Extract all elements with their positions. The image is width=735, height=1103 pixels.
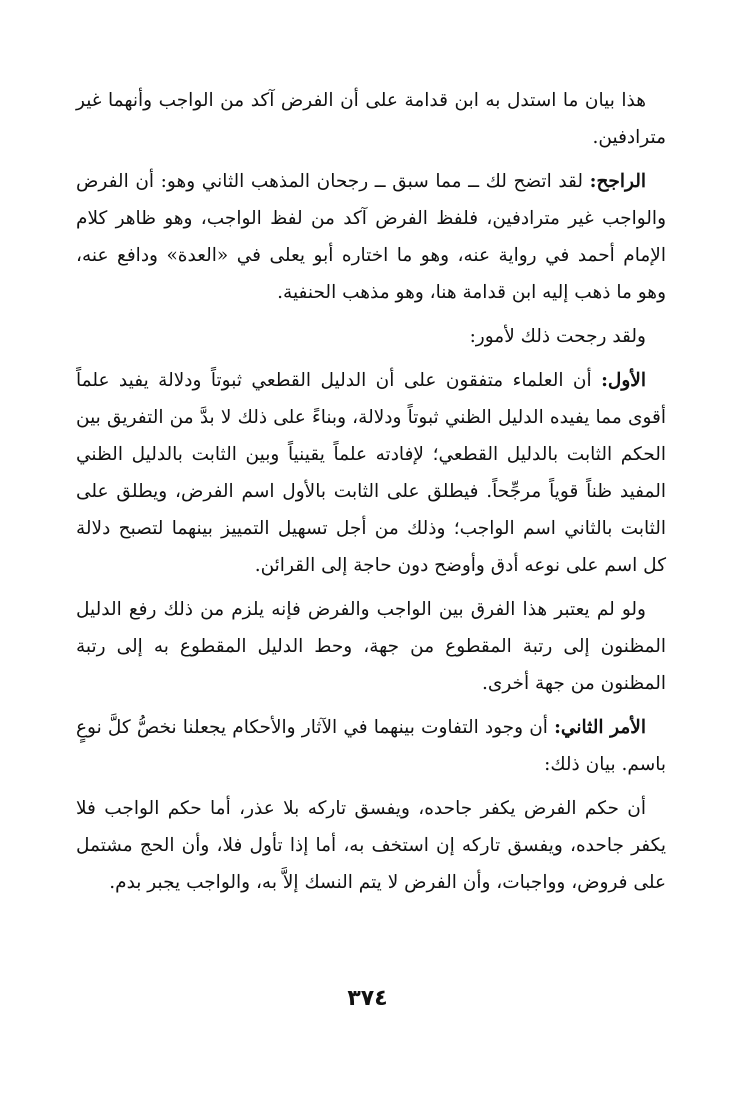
paragraph-second-reason — [76, 709, 666, 783]
paragraph-text: ولو لم يعتبر هذا الفرق بين الواجب والفرض فإنه يلزم من ذلك رفع الدليل المظنون إلى رتبة المقطوع من جهة، وحط الدليل المقطوع به إلى رتبة المظنون من جهة أخرى. — [76, 599, 666, 694]
paragraph-text: أن العلماء متفقون على أن الدليل القطعي ثبوتاً ودلالة يفيد علماً أقوى مما يفيده الدليل الظني ثبوتاً ودلالة، وبناءً على ذلك لا بدَّ من التفريق بين الحكم الثابت بالدليل القطعي؛ لإفادته علماً يقينياً وبين الثابت بالدليل الظني المفيد ظناً قوياً مرجِّحاً. فيطلق على الثابت بالأول اسم الفرض، ويطلق على الثابت بالثاني اسم الواجب؛ وذلك من أجل تسهيل التمييز بينهما لتصبح دلالة كل اسم على نوعه أدق وأوضح دون حاجة إلى القرائن. — [76, 370, 666, 576]
paragraph-lead: الراجح: — [589, 171, 646, 192]
page-number: ٣٧٤ — [347, 986, 388, 1011]
paragraph-rulings — [76, 790, 666, 901]
paragraph-lead: الأمر الثاني: — [554, 717, 646, 738]
paragraph-text: أن وجود التفاوت بينهما في الآثار والأحكام يجعلنا نخصُّ كلَّ نوعٍ باسم. بيان ذلك: — [76, 717, 666, 775]
paragraph-ibn-qudama-summary — [76, 82, 666, 156]
body-text — [76, 82, 666, 908]
paragraph-first-reason — [76, 362, 666, 584]
paragraph-text: ولقد رجحت ذلك لأمور: — [469, 326, 646, 347]
paragraph-text: أن حكم الفرض يكفر جاحده، ويفسق تاركه بلا عذر، أما حكم الواجب فلا يكفر جاحده، ويفسق تاركه إن استخف به، أما إذا تأول فلا، وأن الحج مشتمل على فروض، وواجبات، وأن الفرض لا يتم النسك إلاَّ به، والواجب يجبر بدم. — [76, 798, 666, 893]
paragraph-lead: الأول: — [601, 370, 646, 391]
paragraph-text: هذا بيان ما استدل به ابن قدامة على أن الفرض آكد من الواجب وأنهما غير مترادفين. — [76, 90, 666, 148]
paragraph-reasons-intro — [76, 318, 666, 355]
paragraph-consequence — [76, 591, 666, 702]
paragraph-preferred-view — [76, 163, 666, 311]
paragraph-text: لقد اتضح لك ــ مما سبق ــ رجحان المذهب الثاني وهو: أن الفرض والواجب غير مترادفين، فلفظ الفرض آكد من لفظ الواجب، وهو ظاهر كلام الإمام أحمد في رواية عنه، وهو ما اختاره أبو يعلى في «العدة» ودافع عنه، وهو ما ذهب إليه ابن قدامة هنا، وهو مذهب الحنفية. — [76, 171, 666, 303]
